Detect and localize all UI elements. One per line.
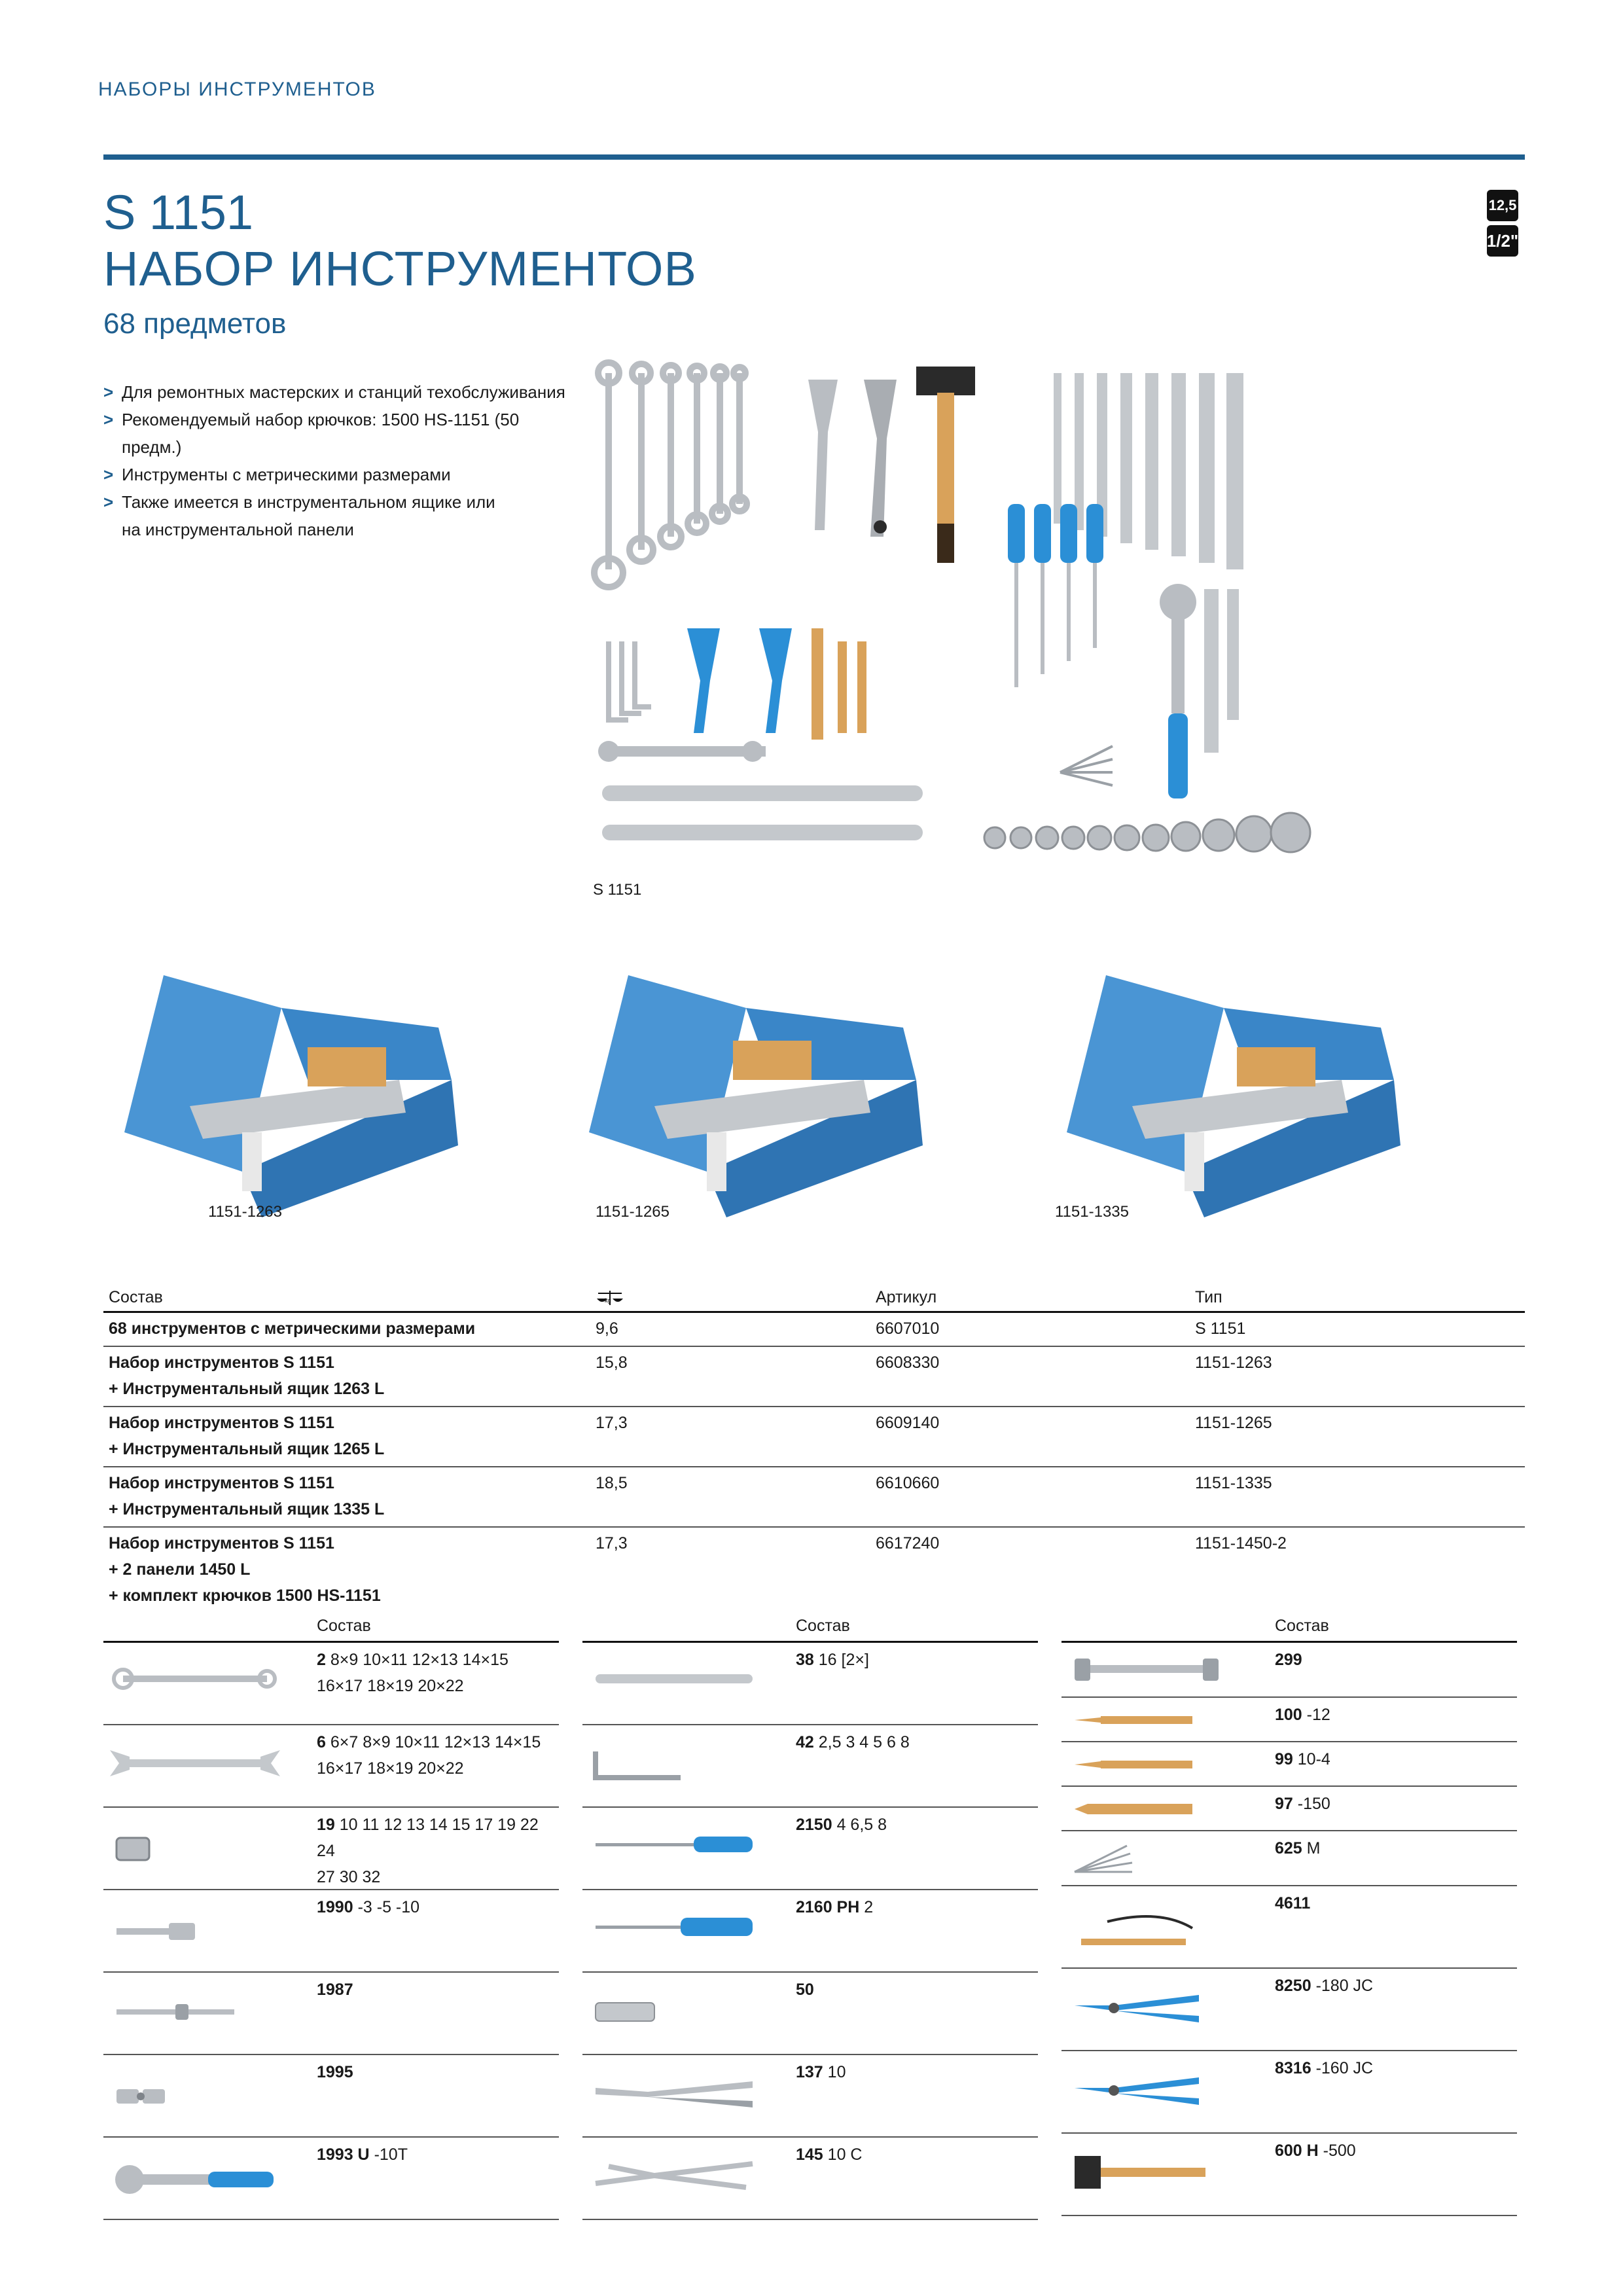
list-item: 42 2,5 3 4 5 6 8 [582,1725,1038,1808]
drive-size-badge: 1/2" [1487,225,1518,257]
sliding-t-bar-icon [110,1999,241,2025]
list-item: 99 10-4 [1061,1742,1517,1787]
list-item: 299 [1061,1643,1517,1698]
components-header: Состав [582,1617,1038,1643]
section-label: НАБОРЫ ИНСТРУМЕНТОВ [98,79,376,100]
case-caption-1263: 1151-1263 [208,1203,282,1221]
list-item: 1993 U -10T [103,2138,559,2220]
combination-pliers-icon [1068,1986,1212,2032]
feature-item: > Инструменты с метрическими размерами [103,461,575,488]
list-item: 100 -12 [1061,1698,1517,1742]
list-item: 38 16 [2×] [582,1643,1038,1725]
product-code-title: S 1151 [103,185,254,240]
feature-item-continuation: на инструментальной панели [122,520,354,539]
tyre-levers-icon [602,785,923,840]
components-header: Состав [103,1617,559,1643]
scale-weight-icon [596,1288,624,1312]
components-column-1 [103,1617,559,2220]
wheel-brace-icon [1068,1653,1225,1686]
list-item: 6 6×7 8×9 10×11 12×13 14×15 16×17 18×19 20×22 [103,1725,559,1808]
ratchet-icon [1160,584,1239,798]
variants-table [103,1288,1525,1613]
open-end-wrench-icon [110,1744,280,1783]
hammer-icon [916,367,975,563]
open-end-wrenches-icon [1054,373,1243,569]
water-pump-pliers-icon [589,2157,759,2197]
tool-case-1265-image [576,962,942,1217]
list-item: 2 8×9 10×11 12×13 14×15 16×17 18×19 20×22 [103,1643,559,1725]
components-column-3 [1061,1617,1517,2216]
feature-item: > Рекомендуемый набор крючков: 1500 HS-1151 (50 предм.) [103,406,575,461]
side-cutter-icon [1068,2068,1212,2114]
feeler-gauge-icon [1060,746,1113,785]
list-item: 8250 -180 JC [1061,1969,1517,2051]
list-item: 1995 [103,2055,559,2138]
spark-plug-socket-icon [589,1998,661,2026]
chevron-right-icon: > [103,410,114,429]
flat-screwdriver-icon [589,1831,759,1857]
table-row: 68 инструментов с метрическими размерами 9,6 6607010 S 1151 [103,1313,1525,1347]
tool-case-1263-image [111,962,478,1217]
feature-item: > Также имеется в инструментальном ящике или [103,488,575,516]
table-row: Набор инструментов S 1151 + Инструментальный ящик 1335 L 18,5 6610660 1151-1335 [103,1467,1525,1528]
locking-pliers-icon [589,2075,759,2114]
chisel-icon [1068,1801,1199,1817]
chisels-icon [812,628,866,740]
pliers-icon [808,380,897,537]
case-caption-1265: 1151-1265 [596,1203,669,1221]
hex-keys-icon [609,641,651,720]
list-item: 19 10 11 12 13 14 15 17 19 22 24 27 30 32 [103,1808,559,1890]
tyre-lever-icon [589,1669,759,1689]
list-item: 600 H -500 [1061,2134,1517,2216]
header-article: Артикул [876,1288,937,1306]
header-type: Тип [1195,1288,1222,1306]
centre-punch-icon [1068,1758,1199,1771]
combination-wrench-icon [110,1662,280,1695]
list-item: 625 M [1061,1831,1517,1886]
list-item: 4611 [1061,1886,1517,1969]
table-header [103,1288,1525,1313]
tool-case-1335-image [1054,962,1420,1217]
items-count: 68 предметов [103,308,287,340]
header-rule [103,154,1525,160]
feature-item: > Для ремонтных мастерских и станций техобслуживания [103,378,575,406]
universal-joint-icon [110,2080,175,2113]
components-header: Состав [1061,1617,1517,1643]
case-caption-1335: 1151-1335 [1055,1203,1129,1221]
feature-list [103,378,575,543]
screwdrivers-icon [1008,504,1103,687]
pin-punch-icon [1068,1713,1199,1727]
hex-key-icon [589,1745,694,1784]
list-item: 50 [582,1973,1038,2055]
chevron-right-icon: > [103,492,114,512]
hammer-icon [1068,2149,1212,2195]
table-row: Набор инструментов S 1151 + Инструментальный ящик 1265 L 17,3 6609140 1151-1265 [103,1407,1525,1467]
phillips-screwdriver-icon [589,1914,759,1940]
product-name-title: НАБОР ИНСТРУМЕНТОВ [103,242,697,296]
sockets-icon [984,813,1310,852]
components-column-2 [582,1617,1038,2220]
weight-badge: 12,5 [1487,190,1518,221]
combination-wrenches-icon [594,363,747,587]
list-item: 1987 [103,1973,559,2055]
list-item: 2150 4 6,5 8 [582,1808,1038,1890]
chevron-right-icon: > [103,382,114,402]
t-bar-icon [598,741,766,762]
hero-caption: S 1151 [593,881,642,899]
svg-text:kg: kg [605,1297,611,1304]
chevron-right-icon: > [103,465,114,484]
header-composition: Состав [109,1288,163,1306]
ratchet-icon [110,2160,280,2199]
list-item: 97 -150 [1061,1787,1517,1831]
list-item: 1990 -3 -5 -10 [103,1890,559,1973]
voltage-tester-icon [1068,1902,1199,1954]
extension-bar-icon [110,1915,202,1948]
table-row: Набор инструментов S 1151 + Инструментальный ящик 1263 L 15,8 6608330 1151-1263 [103,1347,1525,1407]
list-item: 137 10 [582,2055,1038,2138]
list-item: 2160 PH 2 [582,1890,1038,1973]
tool-set-image [589,353,1329,877]
list-item: 145 10 C [582,2138,1038,2220]
feeler-gauge-icon [1068,1839,1140,1881]
table-row: Набор инструментов S 1151 + 2 панели 1450 L + комплект крючков 1500 HS-1151 17,3 6617240 1151-1450-2 [109,1534,1287,1605]
blue-pliers-icon [687,628,792,733]
list-item: 8316 -160 JC [1061,2051,1517,2134]
socket-icon [110,1833,162,1865]
